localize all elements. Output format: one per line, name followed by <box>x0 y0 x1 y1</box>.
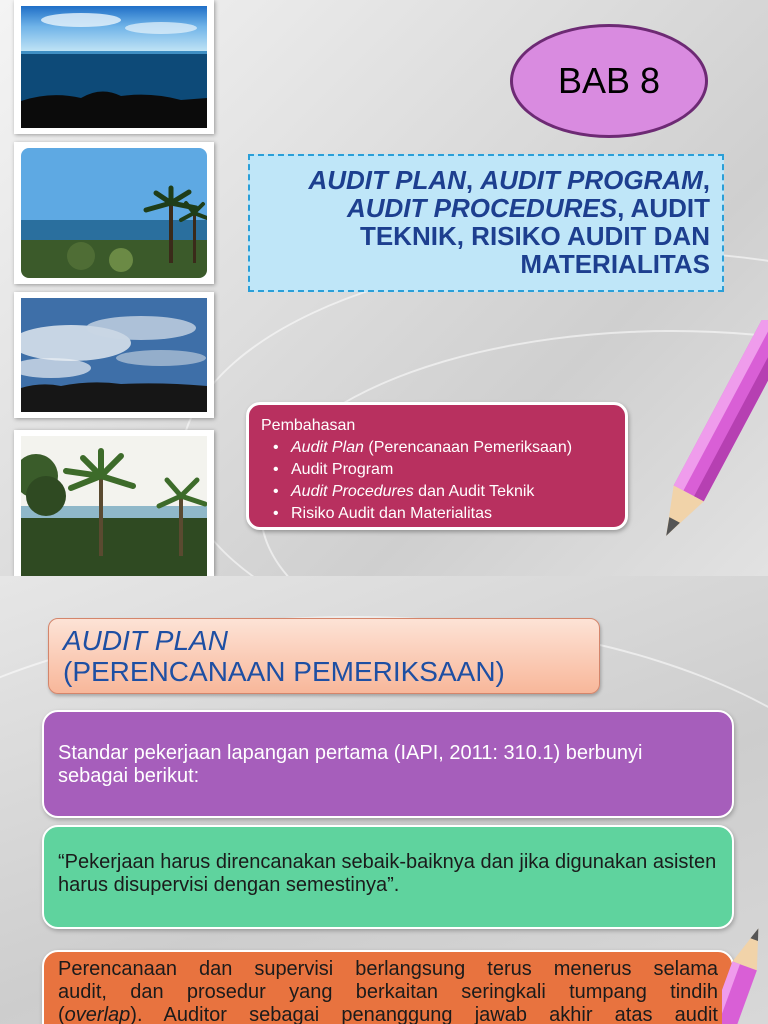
list-item <box>261 459 613 481</box>
list-item-text: dan Audit Teknik <box>413 483 535 500</box>
title-audit-program: AUDIT PROGRAM <box>480 165 703 195</box>
title-separator: , <box>702 165 710 195</box>
section-title <box>48 618 600 694</box>
cloudy-sky-image <box>21 298 207 412</box>
overlap-term: overlap <box>64 1004 131 1024</box>
slide-2 <box>0 576 768 1024</box>
list-item <box>261 503 613 525</box>
section-title-line2: (PERENCANAAN PEMERIKSAAN) <box>63 656 505 687</box>
standard-box <box>42 710 734 818</box>
bab-badge <box>510 24 708 138</box>
pembahasan-box <box>246 402 628 530</box>
title-audit-procedures: AUDIT PROCEDURES <box>346 193 618 223</box>
photo-sea-horizon <box>14 0 214 134</box>
pembahasan-list <box>261 437 613 525</box>
list-item <box>261 437 613 459</box>
planning-line-2: audit, dan prosedur yang berkaitan seringkali tumpang tindih <box>58 981 718 1003</box>
planning-box <box>42 950 734 1024</box>
pembahasan-heading: Pembahasan <box>261 417 356 434</box>
list-item <box>261 481 613 503</box>
title-audit: , AUDIT <box>617 193 710 223</box>
list-item-italic: Audit Plan <box>291 439 364 456</box>
title-separator: , <box>465 165 481 195</box>
paren-open: ( <box>58 1004 65 1024</box>
photo-cloudy-sky <box>14 292 214 418</box>
bab-badge-label: BAB 8 <box>557 60 661 101</box>
list-item-text: (Perencanaan Pemeriksaan) <box>363 439 573 456</box>
palms-coast-image <box>21 148 207 278</box>
list-item-italic: Audit Procedures <box>291 483 414 500</box>
title-line-4: MATERIALITAS <box>520 249 710 279</box>
standard-text: Standar pekerjaan lapangan pertama (IAPI, 2011: 310.1) berbunyi sebagai berikut: <box>58 742 643 787</box>
sea-horizon-image <box>21 6 207 128</box>
title-audit-plan: AUDIT PLAN <box>308 165 466 195</box>
palm-trees-image <box>21 436 207 576</box>
photo-palms-coast <box>14 142 214 284</box>
planning-line-3-rest: ). Auditor sebagai penanggung jawab akhir atas audit <box>130 1004 718 1024</box>
quote-text: “Pekerjaan harus direncanakan sebaik-baiknya dan jika digunakan asisten harus disupervisi dengan semestinya”. <box>58 851 717 896</box>
title-line-3: TEKNIK, RISIKO AUDIT DAN <box>359 221 710 251</box>
planning-line-3 <box>58 1004 718 1024</box>
chapter-title <box>248 154 724 292</box>
pencil-icon <box>664 320 768 560</box>
list-item-text: Audit Program <box>291 461 394 478</box>
pencil-icon <box>722 906 768 1024</box>
quote-box <box>42 825 734 929</box>
planning-line-1: Perencanaan dan supervisi berlangsung terus menerus selama <box>58 958 718 980</box>
list-item-text: Risiko Audit dan Materialitas <box>291 505 492 522</box>
photo-palm-trees <box>14 430 214 576</box>
section-title-line1: AUDIT PLAN <box>63 625 228 656</box>
